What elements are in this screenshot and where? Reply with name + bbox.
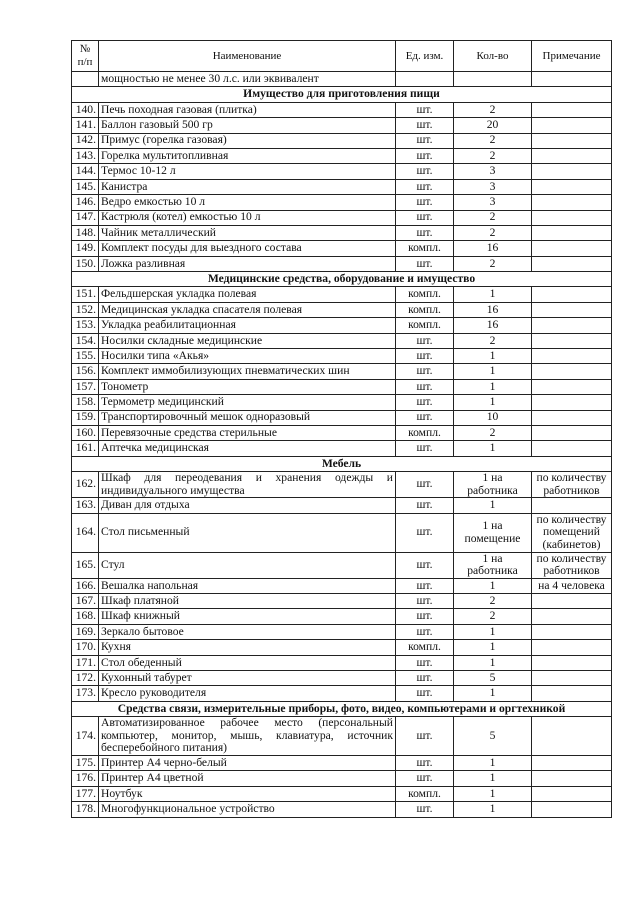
section-heading-row <box>72 456 612 471</box>
section-heading-row <box>72 87 612 102</box>
cell-name: Ведро емкостью 10 л <box>99 195 396 210</box>
cell-note <box>532 655 612 670</box>
cell-num: 149. <box>72 241 99 256</box>
cell-num <box>72 72 99 87</box>
cell-qty <box>454 72 532 87</box>
cell-qty: 1 <box>454 756 532 771</box>
section-title: Медицинские средства, оборудование и имущество <box>72 272 612 287</box>
cell-num: 161. <box>72 441 99 456</box>
cell-qty: 16 <box>454 241 532 256</box>
cell-name: Комплект иммобилизующих пневматических шин <box>99 364 396 379</box>
header-qty: Кол-во <box>454 41 532 72</box>
table-row <box>72 133 612 148</box>
cell-num: 146. <box>72 195 99 210</box>
cell-qty: 5 <box>454 717 532 756</box>
cell-name: Канистра <box>99 179 396 194</box>
cell-num: 168. <box>72 609 99 624</box>
cell-note <box>532 241 612 256</box>
table-row <box>72 771 612 786</box>
table-row <box>72 655 612 670</box>
cell-unit: шт. <box>396 148 454 163</box>
table-row <box>72 195 612 210</box>
cell-unit: компл. <box>396 786 454 801</box>
cell-note <box>532 410 612 425</box>
table-row <box>72 624 612 639</box>
table-row <box>72 498 612 513</box>
cell-num: 166. <box>72 578 99 593</box>
cell-unit: шт. <box>396 756 454 771</box>
table-row <box>72 513 612 552</box>
cell-qty: 3 <box>454 164 532 179</box>
cell-qty: 1 <box>454 349 532 364</box>
cell-qty: 2 <box>454 609 532 624</box>
cell-note <box>532 441 612 456</box>
cell-name: Перевязочные средства стерильные <box>99 425 396 440</box>
cell-note <box>532 333 612 348</box>
cell-qty: 2 <box>454 102 532 117</box>
cell-name: Термос 10-12 л <box>99 164 396 179</box>
cell-name: Шкаф платяной <box>99 594 396 609</box>
cell-unit: шт. <box>396 210 454 225</box>
cell-name: Печь походная газовая (плитка) <box>99 102 396 117</box>
cell-name: Вешалка напольная <box>99 578 396 593</box>
section-heading-row <box>72 701 612 716</box>
table-row <box>72 241 612 256</box>
cell-unit: шт. <box>396 552 454 578</box>
cell-unit: шт. <box>396 102 454 117</box>
cell-qty: 1 <box>454 786 532 801</box>
table-row <box>72 671 612 686</box>
cell-name: Носилки складные медицинские <box>99 333 396 348</box>
cell-num: 171. <box>72 655 99 670</box>
table-row <box>72 609 612 624</box>
table-row <box>72 425 612 440</box>
cell-note <box>532 594 612 609</box>
cell-num: 164. <box>72 513 99 552</box>
cell-note: по количеству работников <box>532 552 612 578</box>
cell-name: Многофункциональное устройство <box>99 802 396 817</box>
cell-num: 147. <box>72 210 99 225</box>
cell-note <box>532 671 612 686</box>
cell-unit: шт. <box>396 395 454 410</box>
section-title: Средства связи, измерительные приборы, фото, видео, компьютерами и оргтехникой <box>72 701 612 716</box>
cell-qty: 1 <box>454 640 532 655</box>
cell-num: 174. <box>72 717 99 756</box>
cell-note <box>532 349 612 364</box>
cell-num: 169. <box>72 624 99 639</box>
cell-unit: шт. <box>396 802 454 817</box>
cell-note <box>532 364 612 379</box>
cell-note <box>532 786 612 801</box>
section-title: Имущество для приготовления пищи <box>72 87 612 102</box>
table-row <box>72 164 612 179</box>
cell-name: Горелка мультитопливная <box>99 148 396 163</box>
cell-unit: компл. <box>396 640 454 655</box>
cell-name: Ноутбук <box>99 786 396 801</box>
table-row <box>72 349 612 364</box>
cell-unit: шт. <box>396 472 454 498</box>
cell-num: 143. <box>72 148 99 163</box>
cell-unit: шт. <box>396 624 454 639</box>
cell-name: Укладка реабилитационная <box>99 318 396 333</box>
table-row <box>72 594 612 609</box>
cell-name: Стол обеденный <box>99 655 396 670</box>
cell-qty: 10 <box>454 410 532 425</box>
cell-qty: 1 <box>454 441 532 456</box>
cell-note <box>532 425 612 440</box>
cell-num: 157. <box>72 379 99 394</box>
cell-num: 142. <box>72 133 99 148</box>
table-row <box>72 640 612 655</box>
table-row <box>72 179 612 194</box>
cell-num: 167. <box>72 594 99 609</box>
cell-unit: шт. <box>396 410 454 425</box>
cell-qty: 1 на работника <box>454 472 532 498</box>
cell-num: 176. <box>72 771 99 786</box>
table-row <box>72 364 612 379</box>
cell-qty: 1 <box>454 498 532 513</box>
cell-num: 145. <box>72 179 99 194</box>
cell-unit: шт. <box>396 686 454 701</box>
cell-note <box>532 102 612 117</box>
cell-note <box>532 379 612 394</box>
cell-note <box>532 118 612 133</box>
cell-num: 158. <box>72 395 99 410</box>
cell-unit: шт. <box>396 594 454 609</box>
cell-note <box>532 302 612 317</box>
cell-name: Стул <box>99 552 396 578</box>
cell-unit: шт. <box>396 349 454 364</box>
cell-note <box>532 624 612 639</box>
header-num: № п/п <box>72 41 99 72</box>
cell-name: мощностью не менее 30 л.с. или эквивалент <box>99 72 396 87</box>
cell-unit: шт. <box>396 609 454 624</box>
cell-note: на 4 человека <box>532 578 612 593</box>
cell-unit: компл. <box>396 425 454 440</box>
cell-num: 152. <box>72 302 99 317</box>
cell-num: 178. <box>72 802 99 817</box>
table-row <box>72 441 612 456</box>
table-row <box>72 318 612 333</box>
cell-qty: 16 <box>454 318 532 333</box>
cell-num: 144. <box>72 164 99 179</box>
cell-num: 173. <box>72 686 99 701</box>
cell-name: Принтер А4 цветной <box>99 771 396 786</box>
cell-num: 163. <box>72 498 99 513</box>
cell-qty: 1 <box>454 364 532 379</box>
cell-qty: 2 <box>454 333 532 348</box>
table-row <box>72 786 612 801</box>
table-row <box>72 72 612 87</box>
cell-name: Кастрюля (котел) емкостью 10 л <box>99 210 396 225</box>
cell-num: 151. <box>72 287 99 302</box>
cell-qty: 1 на помещение <box>454 513 532 552</box>
table-row <box>72 395 612 410</box>
cell-qty: 5 <box>454 671 532 686</box>
table-row <box>72 118 612 133</box>
table-row <box>72 333 612 348</box>
cell-num: 140. <box>72 102 99 117</box>
cell-unit: шт. <box>396 578 454 593</box>
equipment-table <box>71 40 612 818</box>
cell-name: Ложка разливная <box>99 256 396 271</box>
cell-unit: шт. <box>396 225 454 240</box>
header-note: Примечание <box>532 41 612 72</box>
cell-note <box>532 756 612 771</box>
cell-name: Кресло руководителя <box>99 686 396 701</box>
cell-qty: 1 <box>454 578 532 593</box>
cell-note <box>532 686 612 701</box>
cell-unit: компл. <box>396 302 454 317</box>
cell-qty: 20 <box>454 118 532 133</box>
table-header-row <box>72 41 612 72</box>
cell-name: Кухня <box>99 640 396 655</box>
cell-name: Принтер А4 черно-белый <box>99 756 396 771</box>
cell-note <box>532 318 612 333</box>
table-row <box>72 472 612 498</box>
header-unit: Ед. изм. <box>396 41 454 72</box>
cell-note <box>532 717 612 756</box>
cell-name: Носилки типа «Акья» <box>99 349 396 364</box>
cell-note <box>532 133 612 148</box>
cell-note <box>532 287 612 302</box>
cell-qty: 2 <box>454 210 532 225</box>
cell-qty: 2 <box>454 425 532 440</box>
cell-unit: шт. <box>396 364 454 379</box>
cell-num: 141. <box>72 118 99 133</box>
cell-name: Шкаф для переодевания и хранения одежды и индивидуального имущества <box>99 472 396 498</box>
table-row <box>72 302 612 317</box>
cell-qty: 1 <box>454 802 532 817</box>
cell-unit: шт. <box>396 498 454 513</box>
cell-note <box>532 802 612 817</box>
cell-name: Шкаф книжный <box>99 609 396 624</box>
cell-note <box>532 609 612 624</box>
cell-name: Диван для отдыха <box>99 498 396 513</box>
cell-note <box>532 72 612 87</box>
cell-qty: 2 <box>454 148 532 163</box>
cell-name: Медицинская укладка спасателя полевая <box>99 302 396 317</box>
cell-unit: компл. <box>396 241 454 256</box>
table-row <box>72 756 612 771</box>
cell-note <box>532 395 612 410</box>
cell-unit: шт. <box>396 195 454 210</box>
cell-note <box>532 640 612 655</box>
cell-num: 159. <box>72 410 99 425</box>
cell-unit: шт. <box>396 513 454 552</box>
table-row <box>72 802 612 817</box>
cell-qty: 1 <box>454 771 532 786</box>
cell-name: Комплект посуды для выездного состава <box>99 241 396 256</box>
cell-qty: 1 <box>454 624 532 639</box>
cell-note <box>532 256 612 271</box>
cell-note <box>532 179 612 194</box>
cell-qty: 1 <box>454 379 532 394</box>
header-name: Наименование <box>99 41 396 72</box>
cell-name: Термометр медицинский <box>99 395 396 410</box>
cell-unit: шт. <box>396 133 454 148</box>
cell-unit: компл. <box>396 287 454 302</box>
cell-qty: 1 на работника <box>454 552 532 578</box>
cell-name: Стол письменный <box>99 513 396 552</box>
cell-note <box>532 210 612 225</box>
cell-name: Автоматизированное рабочее место (персональный компьютер, монитор, мышь, клавиатура, источник бесперебойного питания) <box>99 717 396 756</box>
cell-unit: шт. <box>396 671 454 686</box>
cell-qty: 1 <box>454 655 532 670</box>
cell-note <box>532 164 612 179</box>
cell-num: 150. <box>72 256 99 271</box>
cell-num: 165. <box>72 552 99 578</box>
cell-unit: шт. <box>396 771 454 786</box>
cell-note <box>532 771 612 786</box>
cell-num: 160. <box>72 425 99 440</box>
cell-qty: 2 <box>454 225 532 240</box>
cell-note <box>532 225 612 240</box>
cell-name: Фельдшерская укладка полевая <box>99 287 396 302</box>
cell-num: 162. <box>72 472 99 498</box>
cell-num: 177. <box>72 786 99 801</box>
table-row <box>72 552 612 578</box>
cell-num: 154. <box>72 333 99 348</box>
table-row <box>72 287 612 302</box>
cell-unit: шт. <box>396 179 454 194</box>
cell-qty: 1 <box>454 686 532 701</box>
cell-qty: 16 <box>454 302 532 317</box>
cell-name: Аптечка медицинская <box>99 441 396 456</box>
table-row <box>72 102 612 117</box>
cell-name: Тонометр <box>99 379 396 394</box>
cell-name: Баллон газовый 500 гр <box>99 118 396 133</box>
cell-qty: 3 <box>454 195 532 210</box>
cell-name: Транспортировочный мешок одноразовый <box>99 410 396 425</box>
cell-name: Кухонный табурет <box>99 671 396 686</box>
table-row <box>72 148 612 163</box>
cell-unit: шт. <box>396 441 454 456</box>
section-heading-row <box>72 272 612 287</box>
cell-unit: шт. <box>396 118 454 133</box>
cell-note <box>532 498 612 513</box>
cell-num: 172. <box>72 671 99 686</box>
table-row <box>72 717 612 756</box>
cell-note <box>532 148 612 163</box>
cell-qty: 2 <box>454 133 532 148</box>
cell-unit <box>396 72 454 87</box>
cell-num: 155. <box>72 349 99 364</box>
cell-unit: компл. <box>396 318 454 333</box>
cell-unit: шт. <box>396 164 454 179</box>
cell-qty: 1 <box>454 395 532 410</box>
cell-qty: 1 <box>454 287 532 302</box>
cell-num: 148. <box>72 225 99 240</box>
table-row <box>72 256 612 271</box>
section-title: Мебель <box>72 456 612 471</box>
cell-unit: шт. <box>396 333 454 348</box>
table-body <box>72 72 612 818</box>
table-row <box>72 578 612 593</box>
table-row <box>72 210 612 225</box>
cell-unit: шт. <box>396 717 454 756</box>
cell-name: Зеркало бытовое <box>99 624 396 639</box>
table-row <box>72 686 612 701</box>
cell-name: Примус (горелка газовая) <box>99 133 396 148</box>
cell-qty: 2 <box>454 256 532 271</box>
table-row <box>72 225 612 240</box>
table-row <box>72 379 612 394</box>
cell-num: 170. <box>72 640 99 655</box>
cell-unit: шт. <box>396 256 454 271</box>
cell-note: по количеству помещений (кабинетов) <box>532 513 612 552</box>
cell-num: 175. <box>72 756 99 771</box>
table-row <box>72 410 612 425</box>
cell-qty: 3 <box>454 179 532 194</box>
cell-qty: 2 <box>454 594 532 609</box>
cell-num: 156. <box>72 364 99 379</box>
cell-name: Чайник металлический <box>99 225 396 240</box>
cell-unit: шт. <box>396 655 454 670</box>
document-page <box>71 40 611 818</box>
cell-note: по количеству работников <box>532 472 612 498</box>
cell-note <box>532 195 612 210</box>
cell-num: 153. <box>72 318 99 333</box>
cell-unit: шт. <box>396 379 454 394</box>
